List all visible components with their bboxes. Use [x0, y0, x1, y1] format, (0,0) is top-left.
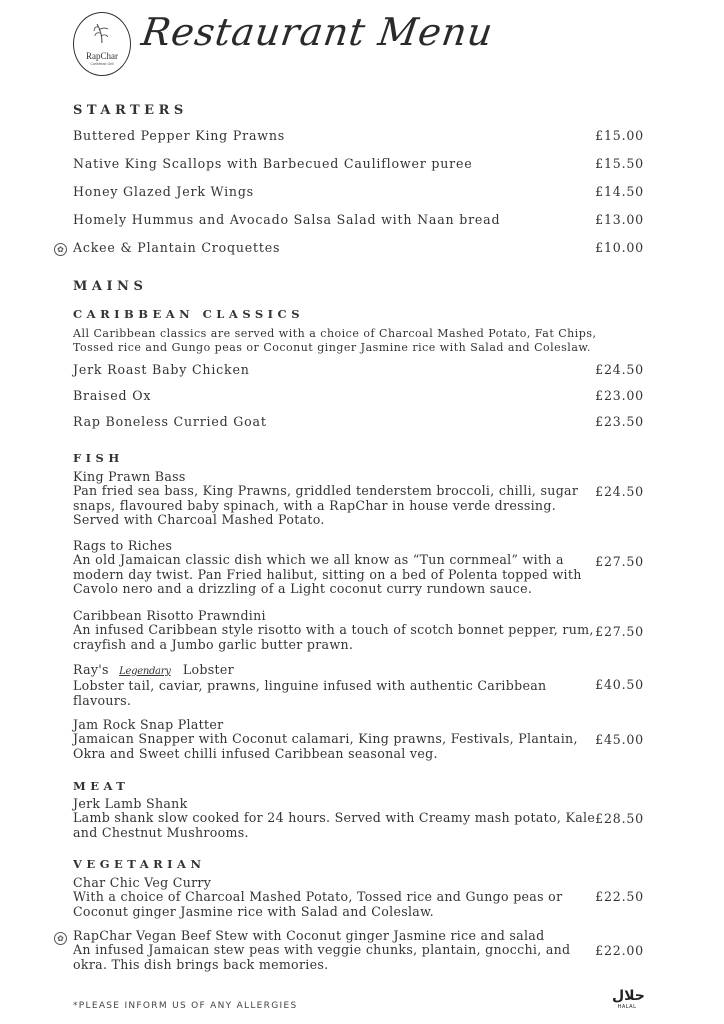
fish-item: [73, 470, 598, 528]
fish-item-desc: Jamaican Snapper with Coconut calamari, King prawns, Festivals, Plantain, Okra and Sweet chilli infused Caribbean seasonal veg.: [73, 731, 578, 761]
fish-item: [73, 718, 598, 761]
veg-item-price: £22.50: [595, 889, 644, 904]
vegetarian-heading: VEGETARIAN: [73, 857, 206, 871]
main-item-name: Jerk Roast Baby Chicken: [73, 362, 250, 377]
meat-item-desc: Lamb shank slow cooked for 24 hours. Served with Creamy mash potato, Kale and Chestnut Mushrooms.: [73, 810, 596, 840]
starter-item-price: £10.00: [595, 240, 644, 255]
veg-item: [73, 929, 598, 972]
name-suffix: Lobster: [182, 662, 234, 677]
caribbean-classics-note: All Caribbean classics are served with a choice of Charcoal Mashed Potato, Fat Chips, Tossed rice and Gungo peas or Coconut ginger Jasmine rice with Salad and Coleslaw.: [73, 327, 597, 354]
fish-heading: FISH: [73, 451, 124, 465]
fish-item: [73, 663, 598, 708]
logo-name: RapChar: [86, 51, 118, 61]
main-item-price: £24.50: [595, 362, 644, 377]
veg-item: [73, 876, 598, 919]
starter-item-name: Native King Scallops with Barbecued Cauliflower puree: [73, 156, 473, 171]
starter-item-name: Honey Glazed Jerk Wings: [73, 184, 254, 199]
meat-item: [73, 797, 598, 840]
main-item-name: Rap Boneless Curried Goat: [73, 414, 267, 429]
fish-item-desc: An infused Caribbean style risotto with a touch of scotch bonnet pepper, rum, crayfish and a Jumbo garlic butter prawn.: [73, 622, 594, 652]
fish-item-desc: Lobster tail, caviar, prawns, linguine infused with authentic Caribbean flavours.: [73, 678, 547, 708]
main-item-price: £23.00: [595, 388, 644, 403]
fish-item-name: [73, 663, 598, 679]
fish-item-name: King Prawn Bass: [73, 469, 186, 484]
veg-item-name: Char Chic Veg Curry: [73, 875, 212, 890]
meat-item-name: Jerk Lamb Shank: [73, 796, 188, 811]
name-prefix: Ray's: [73, 662, 109, 677]
fish-item-name: Jam Rock Snap Platter: [73, 717, 224, 732]
logo-subtitle: Caribbean Grill: [90, 62, 114, 66]
fish-item-name: Rags to Riches: [73, 538, 173, 553]
veg-item-price: £22.00: [595, 943, 644, 958]
starters-heading: STARTERS: [73, 103, 188, 118]
starter-item-name: Ackee & Plantain Croquettes: [73, 240, 281, 255]
starter-item-name: Homely Hummus and Avocado Salsa Salad with Naan bread: [73, 212, 501, 227]
caribbean-classics-heading: CARIBBEAN CLASSICS: [73, 307, 305, 321]
mains-heading: MAINS: [73, 279, 148, 294]
fish-item: [73, 539, 598, 597]
page-title: Restaurant Menu: [138, 10, 497, 54]
meat-heading: MEAT: [73, 779, 130, 793]
veg-item-desc: With a choice of Charcoal Mashed Potato, Tossed rice and Gungo peas or Coconut ginger Jasmine rice with Salad and Coleslaw.: [73, 889, 563, 919]
main-item-name: Braised Ox: [73, 388, 152, 403]
starter-item-price: £15.50: [595, 156, 644, 171]
fish-item-desc: An old Jamaican classic dish which we all know as “Tun cornmeal” with a modern day twist. Pan Fried halibut, sitting on a bed of Polenta topped with Cavolo nero and a drizzling of a Light coconut curry rundown sauce.: [73, 552, 582, 597]
fish-item-name: Caribbean Risotto Prawndini: [73, 608, 266, 623]
halal-badge: [612, 988, 645, 1010]
halal-label: HALAL: [617, 1004, 637, 1010]
fish-item: [73, 609, 598, 652]
fish-item-price: £40.50: [595, 677, 644, 692]
meat-item-price: £28.50: [595, 811, 644, 826]
veg-item-desc: An infused Jamaican stew peas with veggie chunks, plantain, gnocchi, and okra. This dish brings back memories.: [73, 942, 571, 972]
starter-item-price: £13.00: [595, 212, 644, 227]
fish-item-desc: Pan fried sea bass, King Prawns, griddled tenderstem broccoli, chilli, sugar snaps, flavoured baby spinach, with a RapChar in house verde dressing. Served with Charcoal Mashed Potato.: [73, 483, 579, 528]
fish-item-price: £45.00: [595, 732, 644, 747]
vegan-leaf-icon: ✿: [54, 243, 67, 256]
palm-leaf-icon: [91, 21, 113, 45]
legendary-script: Legendary: [119, 666, 171, 677]
fish-item-price: £27.50: [595, 554, 644, 569]
vegan-leaf-icon: ✿: [54, 932, 67, 945]
fish-item-price: £24.50: [595, 484, 644, 499]
allergy-notice: *PLEASE INFORM US OF ANY ALLERGIES: [73, 1001, 298, 1011]
starter-item-price: £14.50: [595, 184, 644, 199]
main-item-price: £23.50: [595, 414, 644, 429]
fish-item-price: £27.50: [595, 624, 644, 639]
halal-arabic: حلال: [612, 988, 645, 1004]
veg-item-name: RapChar Vegan Beef Stew with Coconut ginger Jasmine rice and salad: [73, 928, 545, 943]
starter-item-price: £15.00: [595, 128, 644, 143]
starter-item-name: Buttered Pepper King Prawns: [73, 128, 286, 143]
restaurant-logo: [73, 12, 131, 76]
